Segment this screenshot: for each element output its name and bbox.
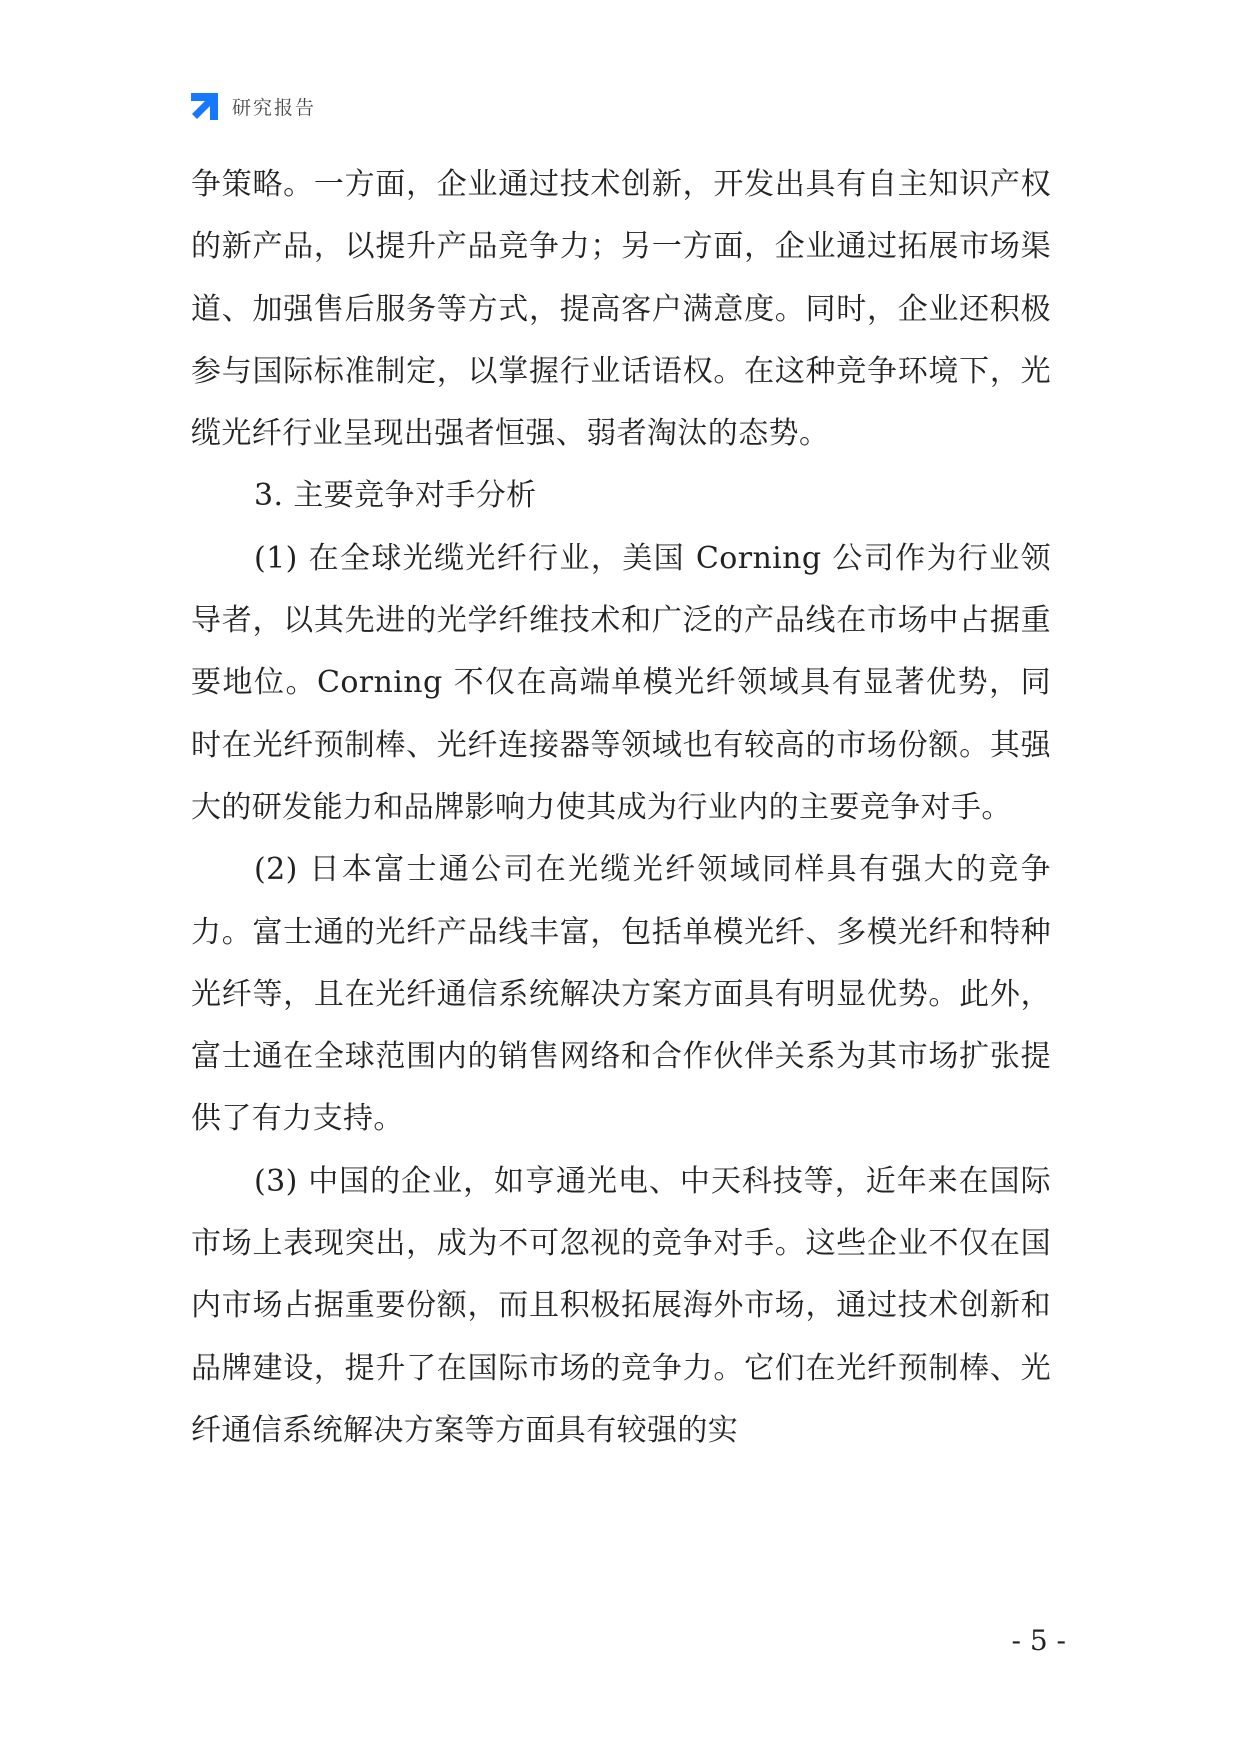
paragraph-fujitsu: (2) 日本富士通公司在光缆光纤领域同样具有强大的竞争力。富士通的光纤产品线丰富，包括单模光纤、多模光纤和特种光纤等，且在光纤通信系统解决方案方面具有明显优势。此外，富士通在全球范围内的销售网络和合作伙伴关系为其市场扩张提供了有力支持。 <box>191 852 1051 1137</box>
header-title: 研究报告 <box>232 96 317 119</box>
document-body <box>191 154 1051 1462</box>
paragraph-continuation: 争策略。一方面，企业通过技术创新，开发出具有自主知识产权的新产品，以提升产品竞争力；另一方面，企业通过拓展市场渠道、加强售后服务等方式，提高客户满意度。同时，企业还积极参与国际标准制定，以掌握行业话语权。在这种竞争环境下，光缆光纤行业呈现出强者恒强、弱者淘汰的态势。 <box>191 167 1051 452</box>
arrow-up-right-icon <box>188 89 222 123</box>
page-number: - 5 - <box>1011 1624 1066 1657</box>
paragraph-china-companies: (3) 中国的企业，如亨通光电、中天科技等，近年来在国际市场上表现突出，成为不可忽视的竞争对手。这些企业不仅在国内市场占据重要份额，而且积极拓展海外市场，通过技术创新和品牌建设，提升了在国际市场的竞争力。它们在光纤预制棒、光纤通信系统解决方案等方面具有较强的实 <box>191 1163 1051 1448</box>
section-heading: 3. 主要竞争对手分析 <box>254 478 537 514</box>
paragraph-corning: (1) 在全球光缆光纤行业，美国 Corning 公司作为行业领导者，以其先进的光学纤维技术和广泛的产品线在市场中占据重要地位。Corning 不仅在高端单模光纤领域具有显著优势，同时在光纤预制棒、光纤连接器等领域也有较高的市场份额。其强大的研发能力和品牌影响力使其成为行业内的主要竞争对手。 <box>191 540 1051 825</box>
report-header <box>188 88 316 124</box>
